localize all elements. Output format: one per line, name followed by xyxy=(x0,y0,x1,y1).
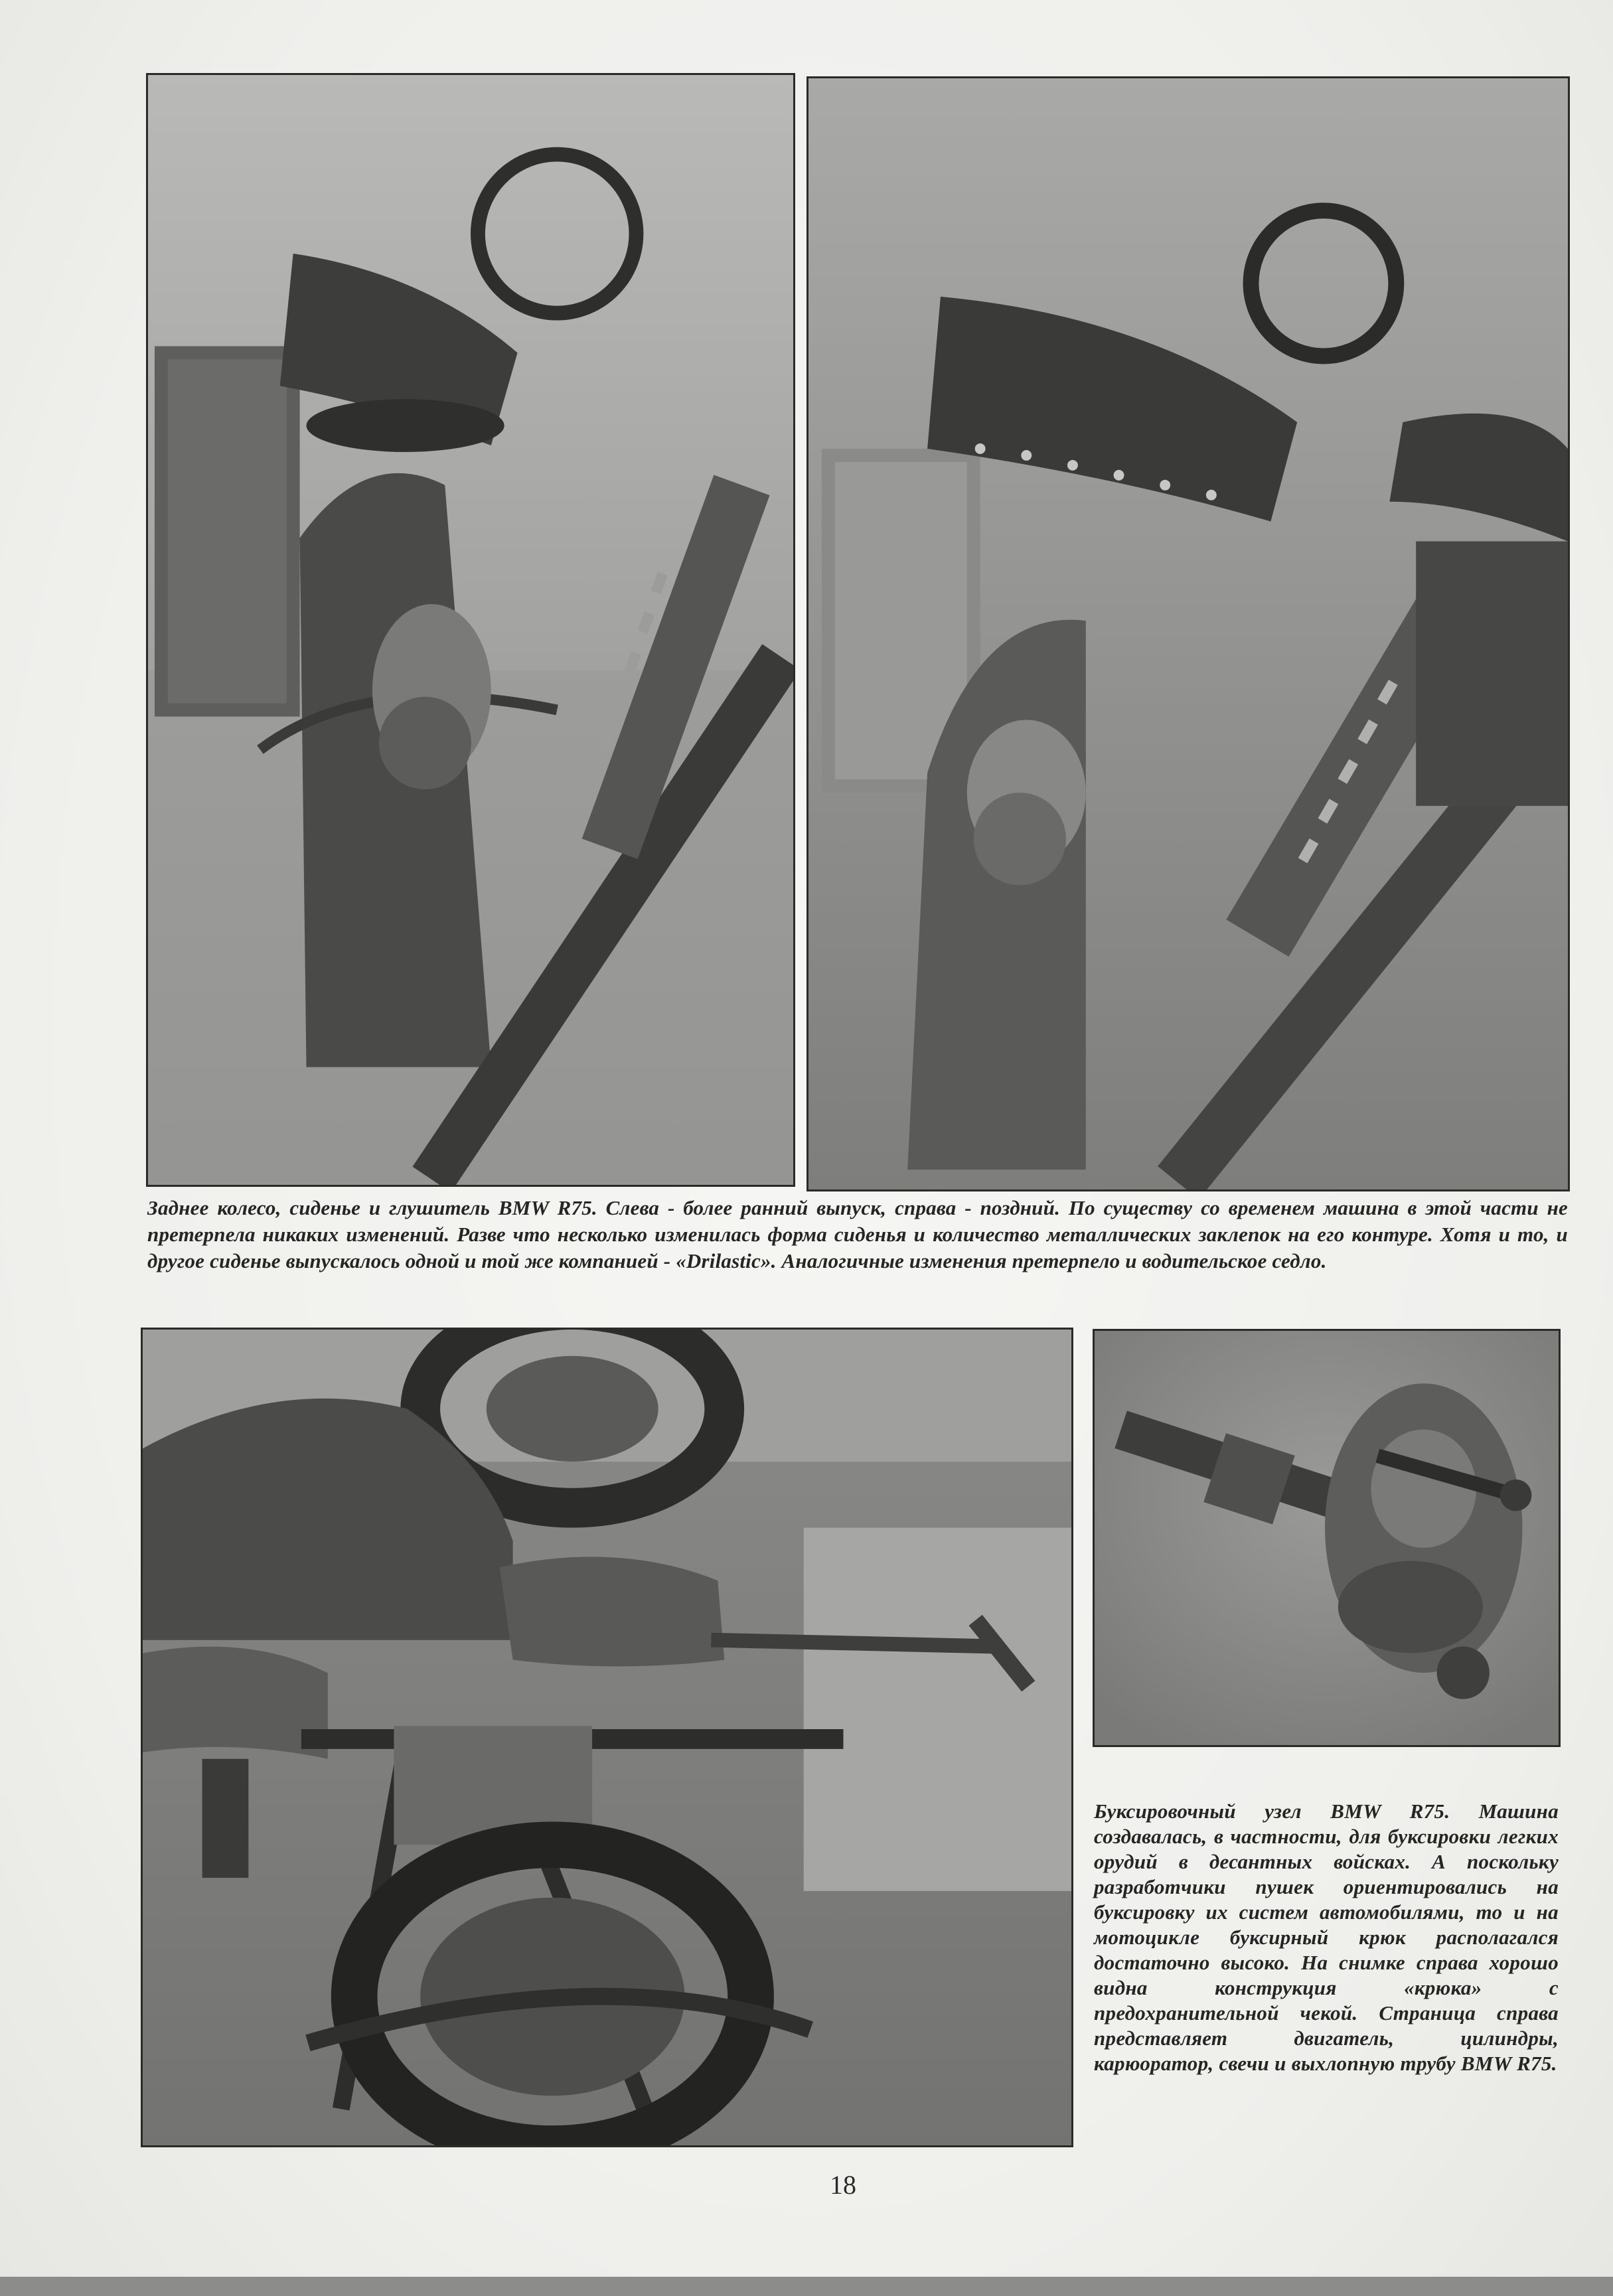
photo-towing-hitch xyxy=(1093,1329,1561,1747)
scan-edge xyxy=(0,2277,1613,2296)
photo-rear-seat-late xyxy=(806,76,1570,1191)
caption-towing-hitch: Буксировочный узел BMW R75. Машина создавалась, в частности, для буксировки легких орудий в десантных войсках. А поскольку разработчики пушек ориентировались на буксировку их систем автомобилями, то и на мотоцикле буксирный крюк располагался достаточно высоко. На снимке справа хорошо видна конструкция «крюка» с предохранительной чекой. Страница справа представляет двигатель, цилиндры, карюоратор, свечи и выхлопную трубу BMW R75. xyxy=(1094,1799,1559,2075)
photo-sidecar-rear xyxy=(141,1328,1073,2147)
caption-rear-seat: Заднее колесо, сиденье и глушитель BMW R75. Слева - более ранний выпуск, справа - поздний. По существу со временем машина в этой части не претерпела никаких изменений. Разве что несколько изменилась форма сиденья и количество металлических заклепок на его контуре. Хотя и то, и другое сиденье выпускалось одной и той же компанией - «Drilastic». Аналогичные изменения претерпело и водительское седло. xyxy=(147,1196,1568,1272)
photo-rear-seat-early xyxy=(146,73,795,1187)
page-number: 18 xyxy=(830,2170,856,2200)
photo-rear-seat-late-image xyxy=(808,78,1568,1189)
photo-sidecar-rear-image xyxy=(143,1330,1071,2145)
photo-towing-hitch-image xyxy=(1095,1331,1559,1745)
photo-rear-seat-early-image xyxy=(148,75,793,1185)
